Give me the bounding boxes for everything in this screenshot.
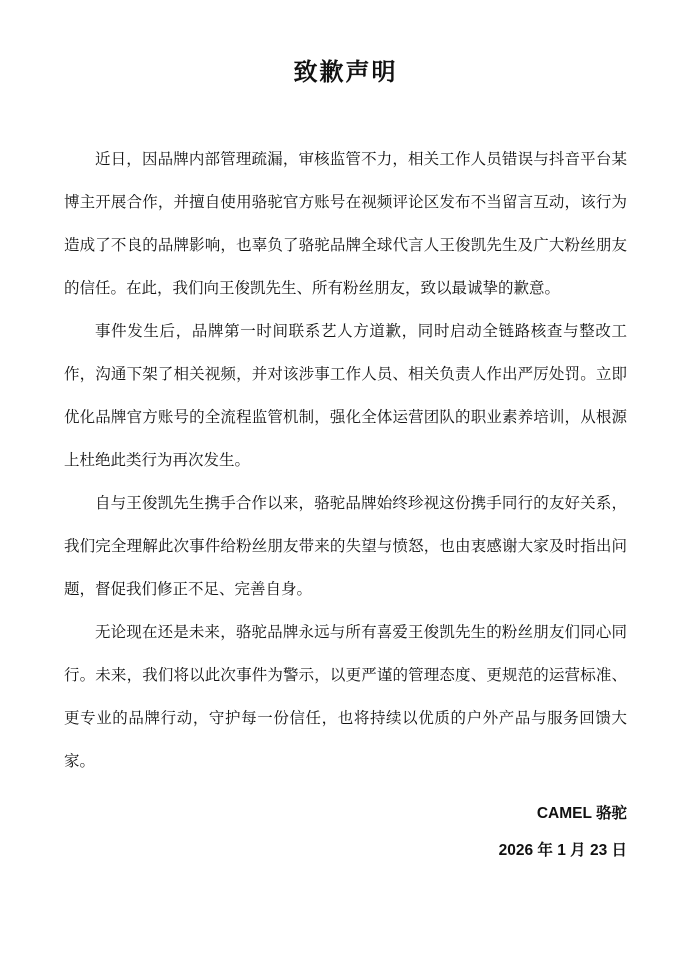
paragraph-relationship-gratitude: 自与王俊凯先生携手合作以来，骆驼品牌始终珍视这份携手同行的友好关系，我们完全理解此次事件给粉丝朋友带来的失望与愤怒，也由衷感谢大家及时指出问题，督促我们修正不足、完善自身。 bbox=[64, 495, 627, 598]
signature-date: 2026 年 1 月 23 日 bbox=[498, 842, 627, 859]
paragraph-incident-apology: 近日，因品牌内部管理疏漏，审核监管不力，相关工作人员错误与抖音平台某博主开展合作，并擅自使用骆驼官方账号在视频评论区发布不当留言互动，该行为造成了不良的品牌影响，也辜负了骆驼品牌全球代言人王俊凯先生及广大粉丝朋友的信任。在此，我们向王俊凯先生、所有粉丝朋友，致以最诚挚的歉意。 bbox=[64, 151, 627, 297]
paragraph-future-commitment: 无论现在还是未来，骆驼品牌永远与所有喜爱王俊凯先生的粉丝朋友们同心同行。未来，我们将以此次事件为警示，以更严谨的管理态度、更规范的运营标准、更专业的品牌行动，守护每一份信任，也将持续以优质的户外产品与服务回馈大家。 bbox=[64, 624, 627, 770]
signature-brand-name: CAMEL 骆驼 bbox=[536, 805, 627, 822]
document-title: 致歉声明 bbox=[293, 59, 398, 86]
signature-block bbox=[64, 795, 627, 869]
document-body bbox=[64, 138, 627, 783]
paragraph-remediation-actions: 事件发生后，品牌第一时间联系艺人方道歉，同时启动全链路核查与整改工作，沟通下架了相关视频，并对该涉事工作人员、相关负责人作出严厉处罚。立即优化品牌官方账号的全流程监管机制，强化全体运营团队的职业素养培训，从根源上杜绝此类行为再次发生。 bbox=[64, 323, 627, 469]
